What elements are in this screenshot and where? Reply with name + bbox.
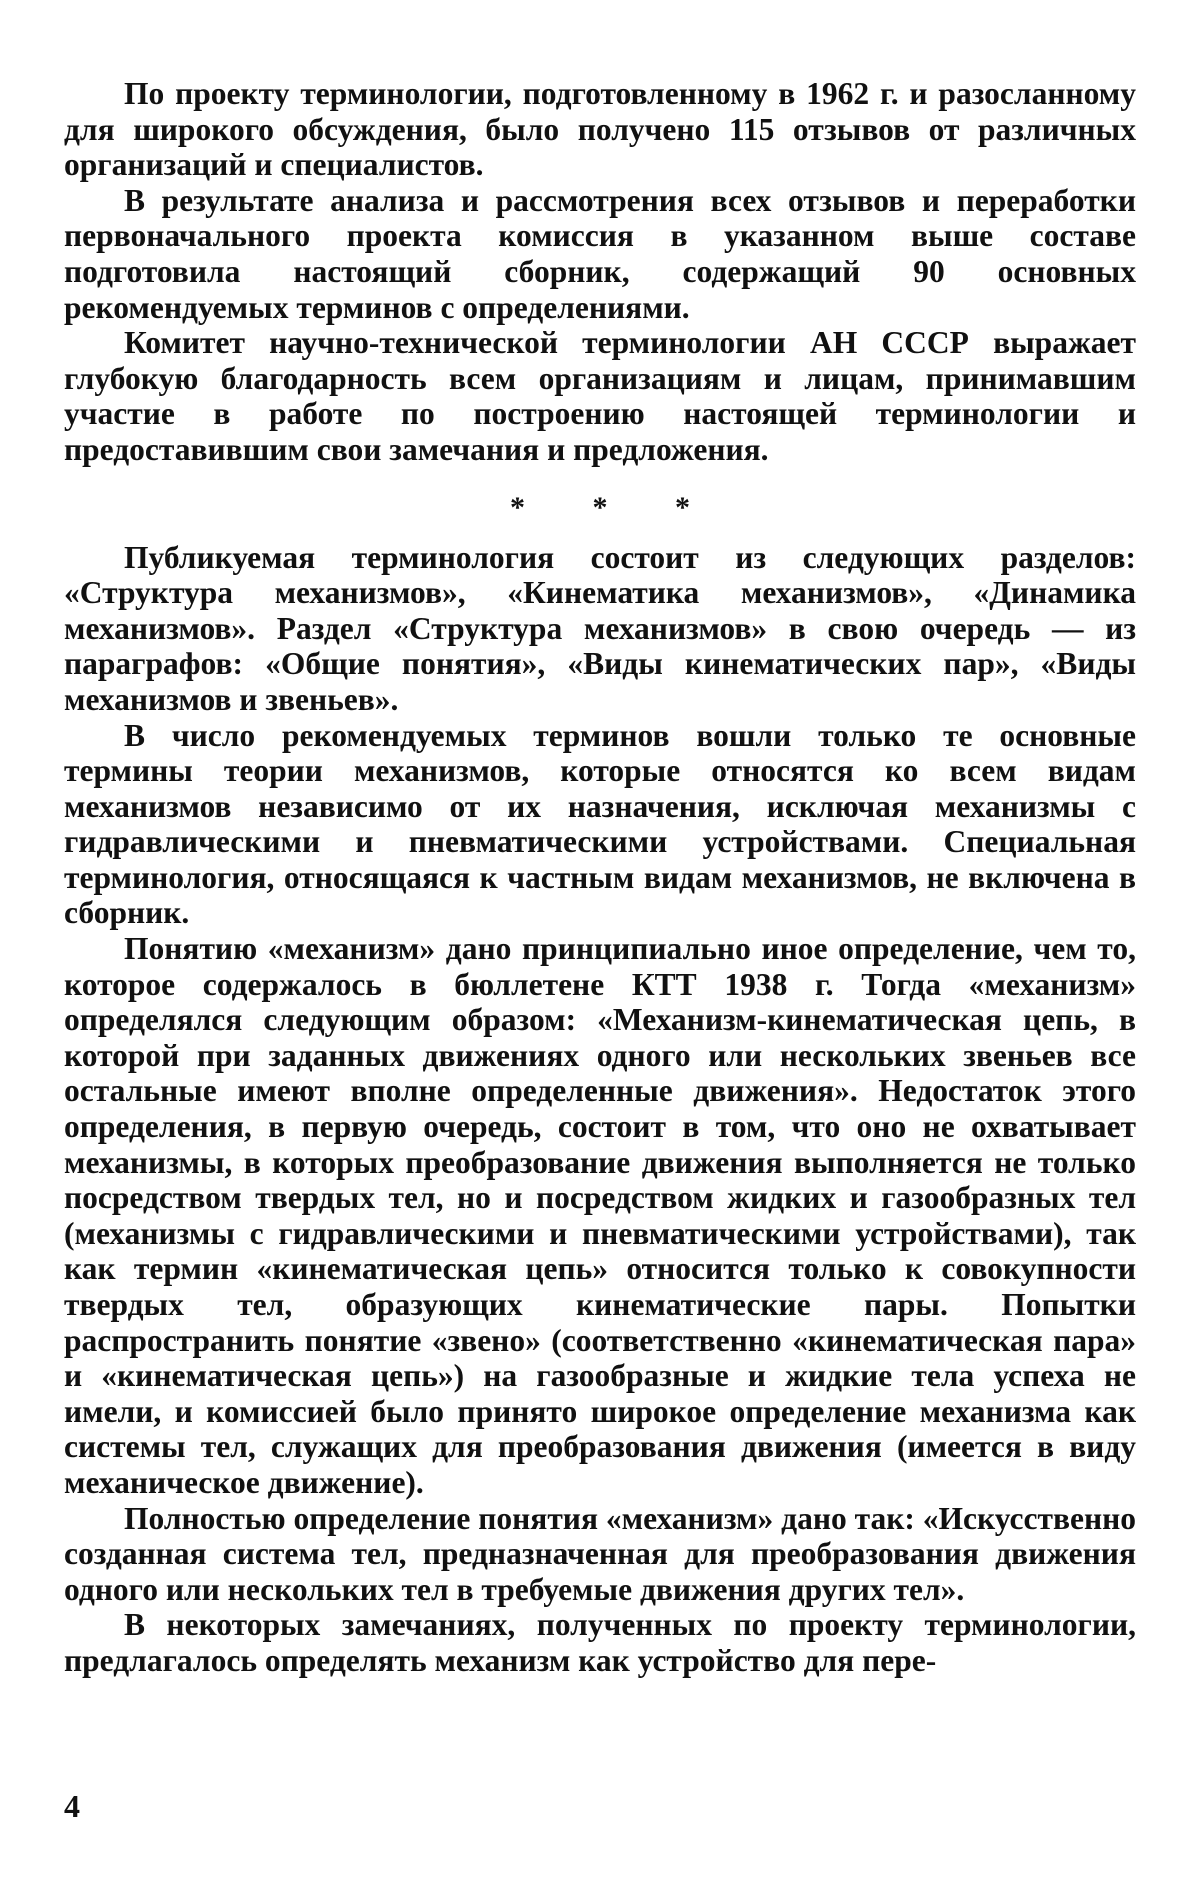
paragraph: Понятию «механизм» дано принципиально иное определение, чем то, которое содержалось в бюллетене КТТ 1938 г. Тогда «механизм» определялся следующим образом: «Механизм-кинематическая цепь, в которой при заданных движениях одного или нескольких звеньев все остальные имеют вполне определенные движения». Недостаток этого определения, в первую очередь, состоит в том, что оно не охватывает механизмы, в которых преобразование движения выполняется не только посредством твердых тел, но и посредством жидких и газообразных тел (механизмы с гидравлическими и пневматическими устройствами), так как термин «кинематическая цепь» относится только к совокупности твердых тел, образующих кинематические пары. Попытки распространить понятие «звено» (соответственно «кинематическая пара» и «кинематическая цепь») на газообразные и жидкие тела успеха не имели, и комиссией было принято широкое определение механизма как системы тел, служащих для преобразования движения (имеется в виду механическое движение).	[64, 931, 1136, 1500]
paragraph: По проекту терминологии, подготовленному в 1962 г. и разосланному для широкого обсуждения, было получено 115 отзывов от различных организаций и специалистов.	[64, 76, 1136, 183]
page-number: 4	[64, 1788, 80, 1824]
section-separator: * * *	[510, 490, 720, 524]
paragraph: Полностью определение понятия «механизм» дано так: «Искусственно созданная система тел, предназначенная для преобразования движения одного или нескольких тел в требуемые движения других тел».	[64, 1500, 1136, 1607]
paragraph: Комитет научно-технической терминологии АН СССР выражает глубокую благодарность всем организациям и лицам, принимавшим участие в работе по построению настоящей терминологии и предоставившим свои замечания и предложения.	[64, 325, 1136, 467]
paragraph: Публикуемая терминология состоит из следующих разделов: «Структура механизмов», «Кинематика механизмов», «Динамика механизмов». Раздел «Структура механизмов» в свою очередь — из параграфов: «Общие понятия», «Виды кинематических пар», «Виды механизмов и звеньев».	[64, 539, 1136, 717]
paragraph: В результате анализа и рассмотрения всех отзывов и переработки первоначального проекта комиссия в указанном выше составе подготовила настоящий сборник, содержащий 90 основных рекомендуемых терминов с определениями.	[64, 182, 1136, 325]
page-body	[64, 76, 1136, 1679]
paragraph: В некоторых замечаниях, полученных по проекту терминологии, предлагалось определять механизм как устройство для пере-	[64, 1607, 1136, 1678]
paragraph: В число рекомендуемых терминов вошли только те основные термины теории механизмов, которые относятся ко всем видам механизмов независимо от их назначения, исключая механизмы с гидравлическими и пневматическими устройствами. Специальная терминология, относящаяся к частным видам механизмов, не включена в сборник.	[64, 717, 1136, 931]
